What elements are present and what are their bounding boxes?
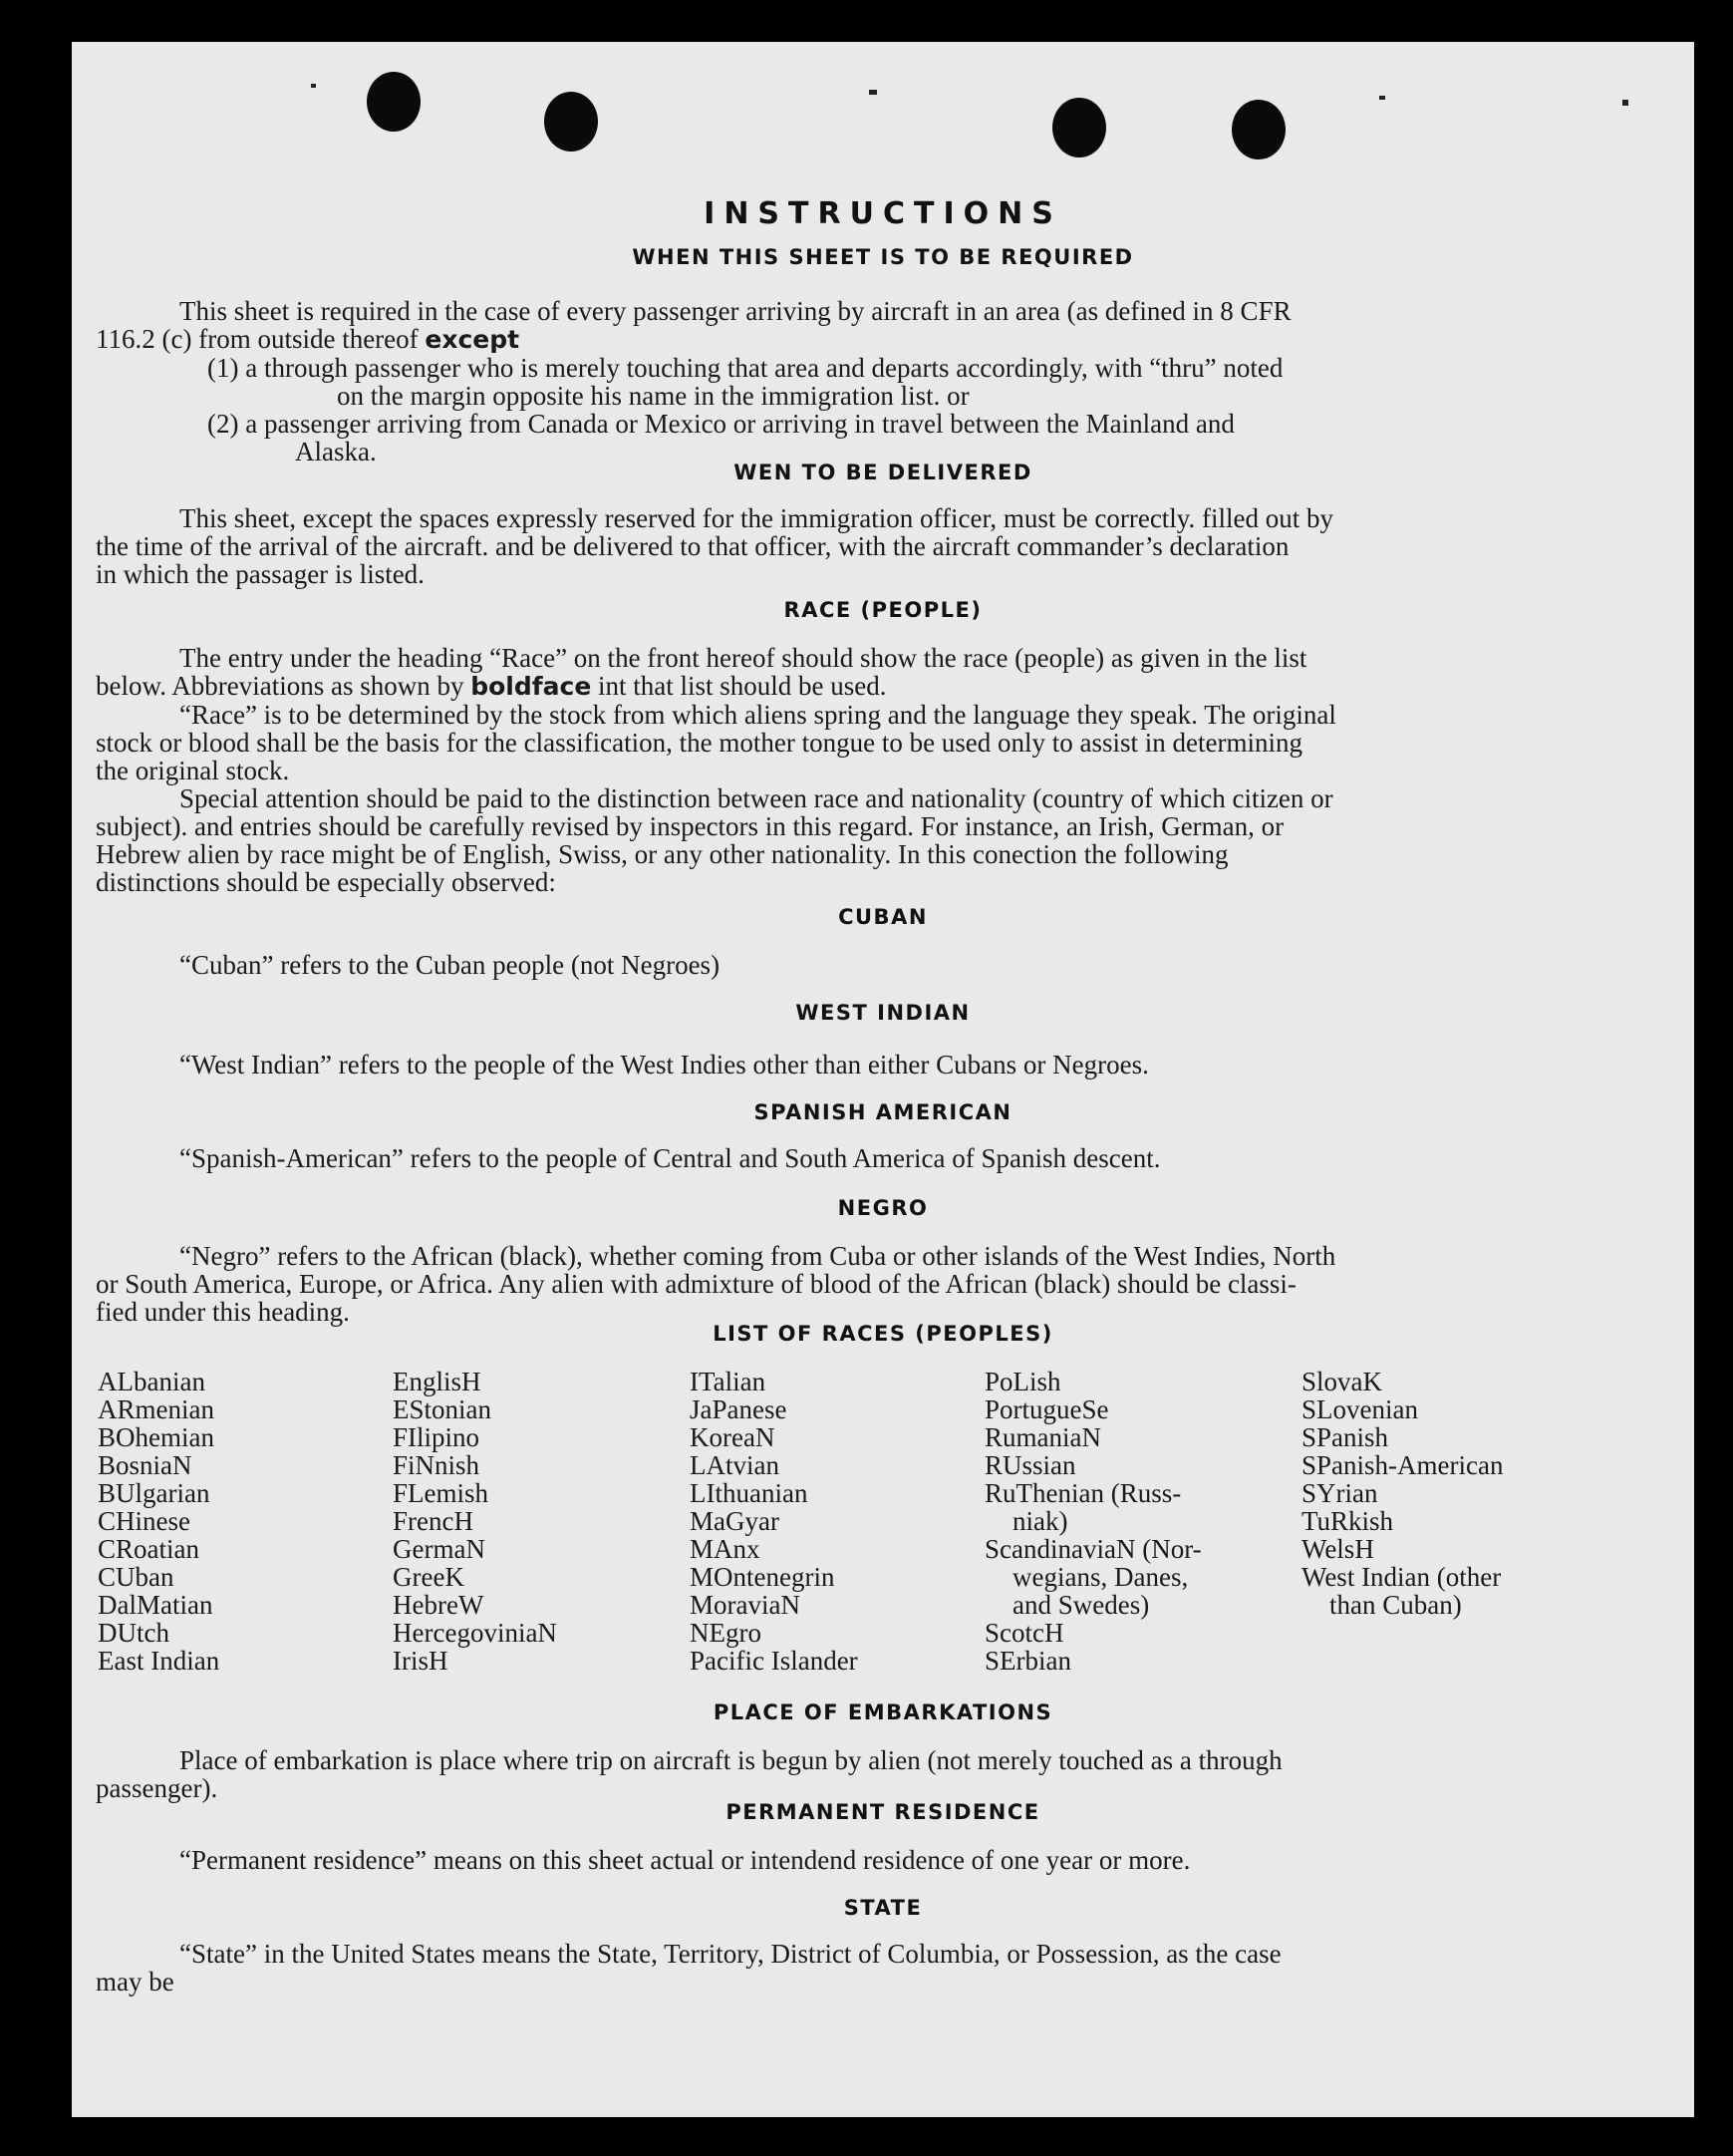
race-item: PoLish: [985, 1367, 1061, 1396]
paragraph-embarkation: [96, 1746, 1624, 1802]
race-item: West Indian (other: [1301, 1562, 1502, 1592]
heading-when-delivered: WEN TO BE DELIVERED: [733, 461, 1032, 484]
race-item: MoraviaN: [690, 1590, 800, 1620]
text-line: Special attention should be paid to the distinction between race and nationality (country of which citizen or: [179, 783, 1333, 813]
race-item: DalMatian: [98, 1590, 213, 1620]
heading-state: STATE: [843, 1896, 923, 1920]
race-item: LIthuanian: [690, 1478, 808, 1508]
page-title: INSTRUCTIONS: [704, 196, 1062, 231]
race-item: ScandinaviaN (Nor-: [985, 1534, 1202, 1564]
race-item: SYrian: [1301, 1478, 1378, 1508]
race-item: ARmenian: [98, 1394, 214, 1424]
race-item: MaGyar: [690, 1506, 779, 1536]
text-line: 116.2 (c) from outside thereof except: [96, 324, 520, 354]
heading-cuban: CUBAN: [838, 905, 928, 929]
bold-term: boldface: [470, 672, 592, 701]
race-item: DUtch: [98, 1618, 169, 1648]
dust-speck: [311, 84, 316, 88]
paragraph-required: [96, 297, 1624, 465]
heading-place-of-embarkation: PLACE OF EMBARKATIONS: [713, 1700, 1053, 1724]
paragraph-residence: [96, 1846, 1624, 1874]
race-item: BOhemian: [98, 1422, 214, 1452]
race-item: FrencH: [393, 1506, 473, 1536]
heading-race: RACE (PEOPLE): [783, 598, 983, 622]
race-item: MAnx: [690, 1534, 760, 1564]
race-item: SlovaK: [1301, 1367, 1382, 1396]
race-item: SPanish: [1301, 1422, 1389, 1452]
paragraph-state: [96, 1940, 1624, 1996]
race-item: RUssian: [985, 1450, 1076, 1480]
race-item: SLovenian: [1301, 1394, 1418, 1424]
race-item: FLemish: [393, 1478, 489, 1508]
race-item: KoreaN: [690, 1422, 775, 1452]
race-item: than Cuban): [1329, 1590, 1462, 1620]
race-item: GermaN: [393, 1534, 485, 1564]
race-item: SPanish-American: [1301, 1450, 1504, 1480]
paragraph-delivered: [96, 504, 1624, 588]
race-item: FiNnish: [393, 1450, 480, 1480]
text-line: the time of the arrival of the aircraft. and be delivered to that officer, with the aircraft commander’s declaration: [96, 531, 1290, 561]
paragraph-negro: [96, 1242, 1624, 1326]
paragraph-cuban: [96, 951, 1624, 979]
punch-hole: [1052, 98, 1106, 157]
race-item: CUban: [98, 1562, 174, 1592]
races-column-4: [985, 1368, 1202, 1675]
race-item: JaPanese: [690, 1394, 787, 1424]
race-item: ScotcH: [985, 1618, 1064, 1648]
dust-speck: [869, 90, 877, 95]
race-item: EnglisH: [393, 1367, 481, 1396]
race-item: IrisH: [393, 1646, 448, 1676]
punch-hole: [367, 72, 421, 132]
text-line: “State” in the United States means the State, Territory, District of Columbia, or Possession, as the case: [179, 1939, 1282, 1969]
document-page: [72, 42, 1694, 2117]
race-item: ALbanian: [98, 1367, 205, 1396]
text-line: the original stock.: [96, 756, 290, 785]
bold-term: except: [425, 325, 520, 354]
text-line: below. Abbreviations as shown by boldface int that list should be used.: [96, 671, 887, 701]
race-item: RumaniaN: [985, 1422, 1101, 1452]
heading-list-of-races: LIST OF RACES (PEOPLES): [713, 1322, 1053, 1346]
text-line: or South America, Europe, or Africa. Any alien with admixture of blood of the African (black) should be classi-: [96, 1269, 1297, 1299]
text-line: may be: [96, 1967, 174, 1997]
dust-speck: [1379, 96, 1385, 100]
race-item: Pacific Islander: [690, 1646, 858, 1676]
text-line: distinctions should be especially observed:: [96, 867, 556, 897]
race-item: East Indian: [98, 1646, 220, 1676]
paragraph-race: [96, 644, 1624, 896]
text-line: Hebrew alien by race might be of English, Swiss, or any other nationality. In this conection the following: [96, 839, 1229, 869]
text-line: in which the passager is listed.: [96, 559, 425, 589]
race-item: WelsH: [1301, 1534, 1374, 1564]
text-line: “West Indian” refers to the people of the West Indies other than either Cubans or Negroes.: [179, 1050, 1149, 1079]
punch-hole: [1232, 100, 1286, 159]
heading-permanent-residence: PERMANENT RESIDENCE: [725, 1800, 1040, 1824]
text-line: “Spanish-American” refers to the people of Central and South America of Spanish descent.: [179, 1143, 1161, 1173]
punch-hole: [544, 92, 598, 152]
race-item: CHinese: [98, 1506, 190, 1536]
paragraph-spanish-american: [96, 1144, 1624, 1172]
text-line: “Negro” refers to the African (black), whether coming from Cuba or other islands of the West Indies, North: [179, 1241, 1336, 1271]
race-item: PortugueSe: [985, 1394, 1109, 1424]
race-item: HercegoviniaN: [393, 1618, 557, 1648]
text-line: “Cuban” refers to the Cuban people (not Negroes): [179, 950, 721, 980]
text-line: subject). and entries should be carefully revised by inspectors in this regard. For instance, an Irish, German, or: [96, 811, 1285, 841]
heading-when-required: WHEN THIS SHEET IS TO BE REQUIRED: [632, 245, 1134, 269]
race-item: RuThenian (Russ-: [985, 1478, 1182, 1508]
text-line: This sheet is required in the case of every passenger arriving by aircraft in an area (as defined in 8 CFR: [179, 296, 1292, 326]
heading-spanish-american: SPANISH AMERICAN: [753, 1100, 1012, 1124]
heading-negro: NEGRO: [837, 1196, 929, 1220]
text-line: Place of embarkation is place where trip on aircraft is begun by alien (not merely touched as a through: [179, 1745, 1283, 1775]
race-item: SErbian: [985, 1646, 1071, 1676]
text-line: passenger).: [96, 1773, 218, 1803]
race-item: wegians, Danes,: [1012, 1562, 1189, 1592]
race-item: TuRkish: [1301, 1506, 1394, 1536]
race-item: and Swedes): [1012, 1590, 1150, 1620]
race-item: GreeK: [393, 1562, 464, 1592]
race-item: MOntenegrin: [690, 1562, 835, 1592]
race-item: FIlipino: [393, 1422, 480, 1452]
race-item: HebreW: [393, 1590, 484, 1620]
text-line: stock or blood shall be the basis for the classification, the mother tongue to be used only to assist in determining: [96, 728, 1303, 758]
race-item: BUlgarian: [98, 1478, 210, 1508]
race-item: niak): [1012, 1506, 1068, 1536]
races-column-1: [98, 1368, 219, 1675]
heading-west-indian: WEST INDIAN: [795, 1001, 971, 1025]
text-line: (2) a passenger arriving from Canada or Mexico or arriving in travel between the Mainland and: [207, 409, 1235, 439]
text-line: “Race” is to be determined by the stock from which aliens spring and the language they speak. The original: [179, 700, 1336, 730]
races-column-5: [1301, 1368, 1503, 1619]
race-item: NEgro: [690, 1618, 761, 1648]
race-item: ITalian: [690, 1367, 766, 1396]
dust-speck: [1622, 100, 1628, 106]
race-item: LAtvian: [690, 1450, 779, 1480]
text-line: on the margin opposite his name in the immigration list. or: [337, 381, 970, 411]
paragraph-west-indian: [96, 1051, 1624, 1078]
race-item: CRoatian: [98, 1534, 199, 1564]
text-line: The entry under the heading “Race” on the front hereof should show the race (people) as given in the list: [179, 643, 1307, 673]
race-item: EStonian: [393, 1394, 491, 1424]
text-line: fied under this heading.: [96, 1297, 350, 1327]
text-line: “Permanent residence” means on this sheet actual or intendend residence of one year or more.: [179, 1845, 1191, 1875]
text-line: Alaska.: [295, 437, 377, 466]
races-column-3: [690, 1368, 858, 1675]
races-column-2: [393, 1368, 557, 1675]
text-line: (1) a through passenger who is merely touching that area and departs accordingly, with “thru” noted: [207, 353, 1284, 383]
race-item: BosniaN: [98, 1450, 192, 1480]
text-line: This sheet, except the spaces expressly reserved for the immigration officer, must be correctly. filled out by: [179, 503, 1334, 533]
